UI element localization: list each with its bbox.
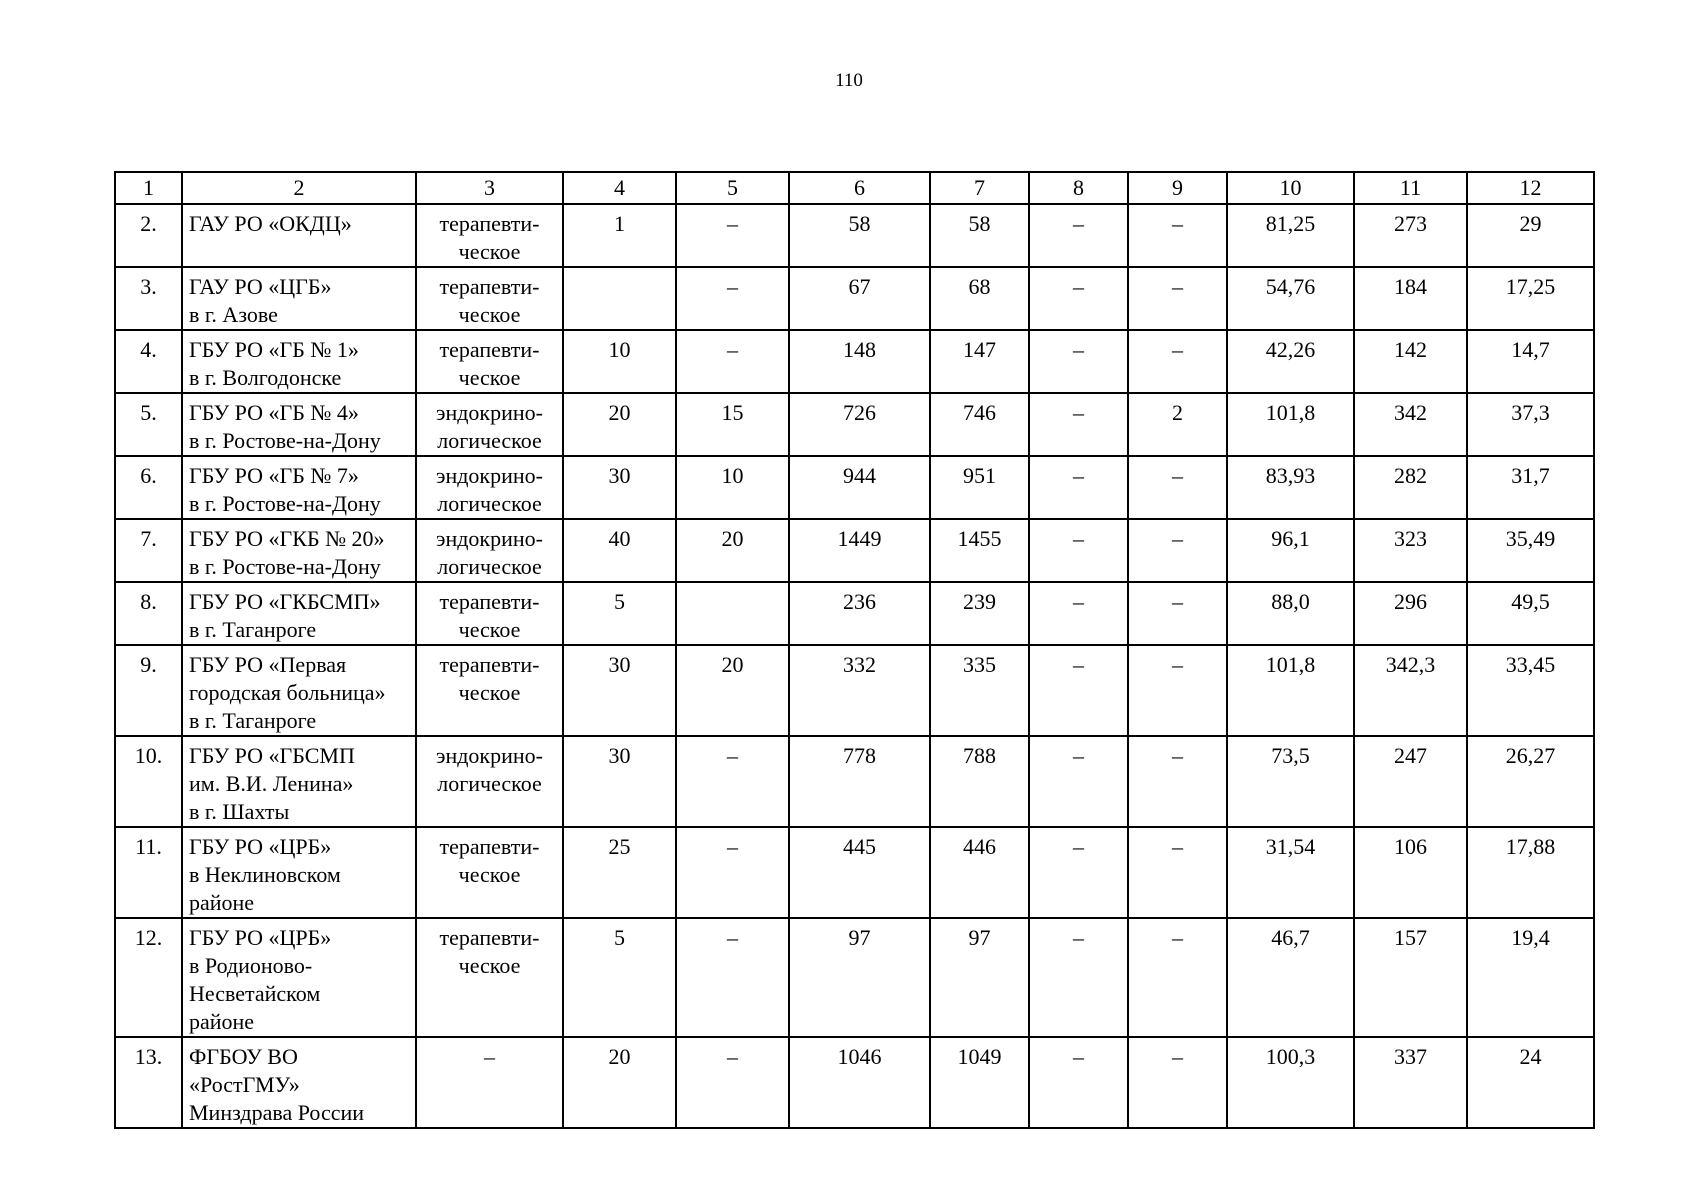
value-cell-11: 273 [1354,204,1467,267]
value-cell-4: 40 [563,519,676,582]
value-cell-8: – [1029,393,1128,456]
profile-line: логическое [437,554,542,579]
profile-line: терапевти- [439,834,540,859]
value-cell-10: 31,54 [1227,827,1354,918]
header-cell: 6 [789,172,930,204]
profile-line: терапевти- [439,274,540,299]
header-row [115,172,1594,204]
value-cell-8: – [1029,582,1128,645]
table-row [115,330,1594,393]
header-cell: 10 [1227,172,1354,204]
profile-cell [416,918,563,1037]
profile-line: терапевти- [439,925,540,950]
value-cell-6: 58 [789,204,930,267]
value-cell-5: – [676,267,789,330]
profile-line: ческое [458,617,521,642]
value-cell-11: 323 [1354,519,1467,582]
value-cell-7: 147 [930,330,1029,393]
institution-cell [182,645,416,736]
value-cell-5: – [676,918,789,1037]
name-line: в г. Ростове-на-Дону [189,428,381,453]
value-cell-7: 446 [930,827,1029,918]
value-cell-12: 26,27 [1467,736,1594,827]
header-cell: 1 [115,172,182,204]
value-cell-8: – [1029,267,1128,330]
value-cell-7: 1049 [930,1037,1029,1128]
value-cell-7: 788 [930,736,1029,827]
value-cell-10: 101,8 [1227,393,1354,456]
name-line: ФГБОУ ВО [189,1044,298,1069]
row-number-cell: 5. [115,393,182,456]
value-cell-6: 445 [789,827,930,918]
value-cell-6: 236 [789,582,930,645]
value-cell-4: 20 [563,393,676,456]
profile-line: ческое [458,680,521,705]
institution-cell [182,267,416,330]
value-cell-11: 342,3 [1354,645,1467,736]
value-cell-4: 30 [563,645,676,736]
row-number-cell: 6. [115,456,182,519]
profile-cell [416,645,563,736]
value-cell-12: 24 [1467,1037,1594,1128]
value-cell-11: 342 [1354,393,1467,456]
value-cell-6: 97 [789,918,930,1037]
value-cell-8: – [1029,456,1128,519]
value-cell-9: – [1128,918,1227,1037]
value-cell-6: 1046 [789,1037,930,1128]
value-cell-4: 25 [563,827,676,918]
value-cell-10: 100,3 [1227,1037,1354,1128]
row-number-cell: 12. [115,918,182,1037]
profile-cell [416,827,563,918]
header-cell: 5 [676,172,789,204]
value-cell-12: 37,3 [1467,393,1594,456]
value-cell-9: – [1128,456,1227,519]
value-cell-5: – [676,827,789,918]
institution-cell [182,582,416,645]
table-row [115,736,1594,827]
profile-line: ческое [458,365,521,390]
value-cell-10: 46,7 [1227,918,1354,1037]
row-number-cell: 13. [115,1037,182,1128]
value-cell-6: 726 [789,393,930,456]
name-line: ГБУ РО «ГБ № 4» [189,400,359,425]
profile-line: логическое [437,491,542,516]
value-cell-11: 106 [1354,827,1467,918]
value-cell-6: 148 [789,330,930,393]
value-cell-11: 296 [1354,582,1467,645]
value-cell-12: 17,25 [1467,267,1594,330]
table-row [115,456,1594,519]
profile-line: эндокрино- [436,463,543,488]
header-cell: 11 [1354,172,1467,204]
value-cell-6: 778 [789,736,930,827]
row-number-cell: 7. [115,519,182,582]
name-line: районе [189,890,255,915]
name-line: ГБУ РО «ЦРБ» [189,834,332,859]
name-line: районе [189,1009,255,1034]
value-cell-12: 49,5 [1467,582,1594,645]
profile-cell [416,204,563,267]
name-line: в г. Волгодонске [189,365,342,390]
table-row [115,393,1594,456]
profile-line: ческое [458,862,521,887]
value-cell-9: – [1128,1037,1227,1128]
value-cell-9: 2 [1128,393,1227,456]
name-line: в г. Ростове-на-Дону [189,491,381,516]
institution-cell [182,330,416,393]
value-cell-4: 10 [563,330,676,393]
value-cell-8: – [1029,204,1128,267]
value-cell-6: 944 [789,456,930,519]
name-line: ГБУ РО «Первая [189,652,347,677]
profile-line: ческое [458,953,521,978]
table-row [115,582,1594,645]
name-line: городская больница» [189,680,386,705]
value-cell-6: 67 [789,267,930,330]
table-row [115,827,1594,918]
name-line: в г. Таганроге [189,617,317,642]
profile-cell [416,519,563,582]
profile-line: эндокрино- [436,400,543,425]
row-number-cell: 8. [115,582,182,645]
name-line: в Родионово- [189,953,313,978]
value-cell-12: 19,4 [1467,918,1594,1037]
table-row [115,918,1594,1037]
row-number-cell: 9. [115,645,182,736]
value-cell-10: 42,26 [1227,330,1354,393]
value-cell-5: 20 [676,645,789,736]
value-cell-7: 1455 [930,519,1029,582]
profile-line: терапевти- [439,211,540,236]
value-cell-5: – [676,736,789,827]
table-row [115,267,1594,330]
value-cell-8: – [1029,330,1128,393]
value-cell-12: 35,49 [1467,519,1594,582]
name-line: в г. Шахты [189,799,290,824]
row-number-cell: 3. [115,267,182,330]
name-line: в Неклиновском [189,862,341,887]
data-table [114,171,1595,1129]
institution-cell [182,827,416,918]
table-row [115,519,1594,582]
row-number-cell: 2. [115,204,182,267]
value-cell-9: – [1128,519,1227,582]
value-cell-8: – [1029,645,1128,736]
value-cell-11: 247 [1354,736,1467,827]
header-cell: 2 [182,172,416,204]
page-number: 110 [835,70,863,91]
value-cell-9: – [1128,330,1227,393]
name-line: ГБУ РО «ГКБ № 20» [189,526,385,551]
value-cell-4: 5 [563,918,676,1037]
name-line: ГБУ РО «ГБСМП [189,743,355,768]
header-cell: 7 [930,172,1029,204]
name-line: им. В.И. Ленина» [189,771,354,796]
value-cell-5: – [676,1037,789,1128]
value-cell-7: 68 [930,267,1029,330]
value-cell-5: 20 [676,519,789,582]
value-cell-9: – [1128,204,1227,267]
name-line: ГБУ РО «ГБ № 7» [189,463,359,488]
profile-line: терапевти- [439,652,540,677]
value-cell-6: 1449 [789,519,930,582]
value-cell-10: 88,0 [1227,582,1354,645]
institution-cell [182,918,416,1037]
institution-cell [182,519,416,582]
profile-line: терапевти- [439,589,540,614]
profile-cell [416,582,563,645]
value-cell-12: 29 [1467,204,1594,267]
institution-cell [182,1037,416,1128]
profile-line: эндокрино- [436,743,543,768]
value-cell-6: 332 [789,645,930,736]
value-cell-4: 5 [563,582,676,645]
institution-cell [182,204,416,267]
value-cell-7: 335 [930,645,1029,736]
name-line: ГАУ РО «ЦГБ» [189,274,332,299]
institution-cell [182,393,416,456]
value-cell-5 [676,582,789,645]
header-cell: 12 [1467,172,1594,204]
row-number-cell: 4. [115,330,182,393]
value-cell-9: – [1128,645,1227,736]
value-cell-7: 239 [930,582,1029,645]
value-cell-12: 17,88 [1467,827,1594,918]
header-cell: 8 [1029,172,1128,204]
table-row [115,645,1594,736]
profile-cell [416,736,563,827]
profile-cell [416,1037,563,1128]
value-cell-11: 142 [1354,330,1467,393]
profile-line: эндокрино- [436,526,543,551]
name-line: в г. Таганроге [189,708,317,733]
name-line: в г. Азове [189,302,278,327]
value-cell-8: – [1029,736,1128,827]
value-cell-11: 184 [1354,267,1467,330]
value-cell-5: – [676,330,789,393]
profile-line: ческое [458,302,521,327]
profile-cell [416,330,563,393]
value-cell-5: 10 [676,456,789,519]
name-line: Несветайском [189,981,321,1006]
name-line: в г. Ростове-на-Дону [189,554,381,579]
value-cell-8: – [1029,827,1128,918]
row-number-cell: 10. [115,736,182,827]
profile-line: логическое [437,428,542,453]
value-cell-11: 282 [1354,456,1467,519]
value-cell-7: 97 [930,918,1029,1037]
value-cell-4: 1 [563,204,676,267]
value-cell-4 [563,267,676,330]
value-cell-12: 14,7 [1467,330,1594,393]
table-row [115,204,1594,267]
name-line: ГБУ РО «ЦРБ» [189,925,332,950]
value-cell-4: 30 [563,456,676,519]
value-cell-11: 337 [1354,1037,1467,1128]
value-cell-5: – [676,204,789,267]
profile-cell [416,393,563,456]
header-cell: 3 [416,172,563,204]
value-cell-12: 33,45 [1467,645,1594,736]
value-cell-11: 157 [1354,918,1467,1037]
table-row [115,1037,1594,1128]
name-line: Минздрава России [189,1100,365,1125]
name-line: «РостГМУ» [189,1072,300,1097]
name-line: ГБУ РО «ГБ № 1» [189,337,359,362]
value-cell-10: 54,76 [1227,267,1354,330]
value-cell-5: 15 [676,393,789,456]
profile-cell [416,456,563,519]
value-cell-7: 951 [930,456,1029,519]
value-cell-9: – [1128,827,1227,918]
profile-cell [416,267,563,330]
institution-cell [182,736,416,827]
name-line: ГАУ РО «ОКДЦ» [189,211,352,236]
profile-line: логическое [437,771,542,796]
value-cell-10: 81,25 [1227,204,1354,267]
name-line: ГБУ РО «ГКБСМП» [189,589,381,614]
value-cell-4: 30 [563,736,676,827]
value-cell-12: 31,7 [1467,456,1594,519]
value-cell-7: 58 [930,204,1029,267]
value-cell-9: – [1128,736,1227,827]
value-cell-10: 83,93 [1227,456,1354,519]
value-cell-8: – [1029,519,1128,582]
value-cell-9: – [1128,582,1227,645]
value-cell-10: 96,1 [1227,519,1354,582]
value-cell-8: – [1029,1037,1128,1128]
row-number-cell: 11. [115,827,182,918]
profile-line: ческое [458,239,521,264]
value-cell-10: 101,8 [1227,645,1354,736]
header-cell: 9 [1128,172,1227,204]
value-cell-4: 20 [563,1037,676,1128]
profile-line: – [484,1044,495,1069]
profile-line: терапевти- [439,337,540,362]
value-cell-9: – [1128,267,1227,330]
header-cell: 4 [563,172,676,204]
value-cell-8: – [1029,918,1128,1037]
value-cell-10: 73,5 [1227,736,1354,827]
institution-cell [182,456,416,519]
value-cell-7: 746 [930,393,1029,456]
